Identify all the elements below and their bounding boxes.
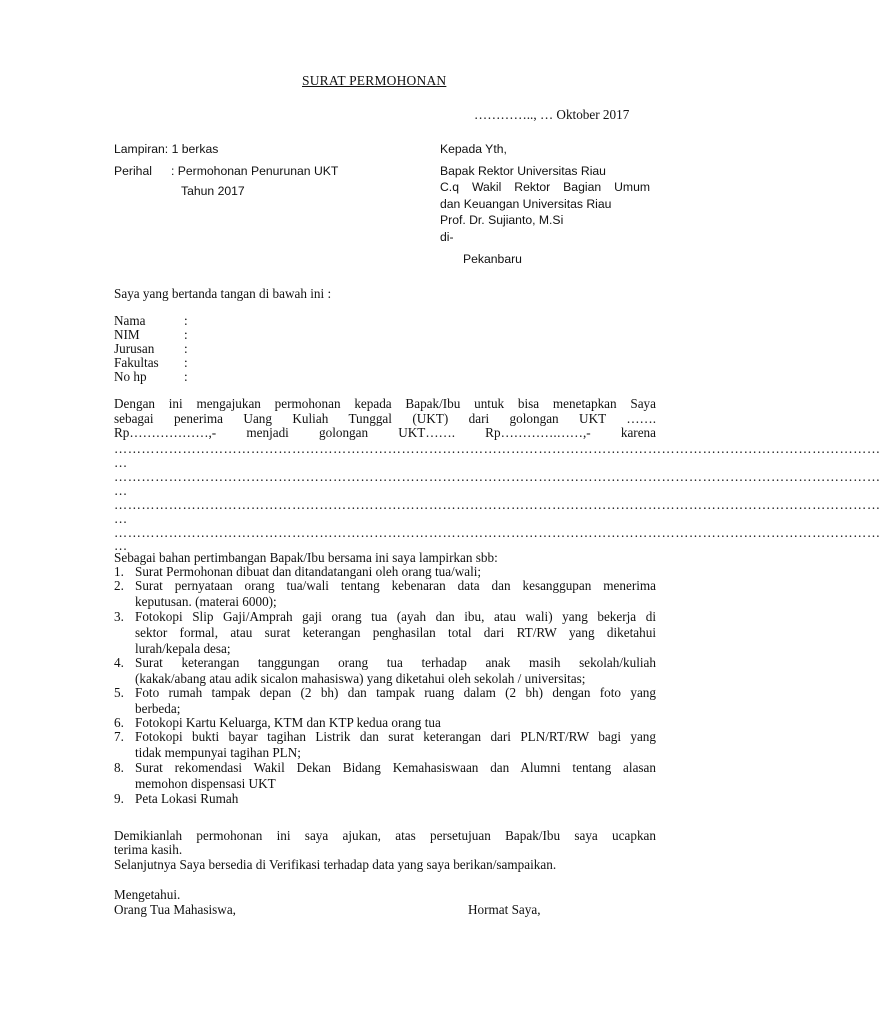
date-line: ………….., … Oktober 2017 xyxy=(474,107,630,122)
item-line: Fotokopi Slip Gaji/Amprah gaji orang tua (ayah dan ibu, atau wali) yang bekerja di xyxy=(135,609,656,624)
item-line: Peta Lokasi Rumah xyxy=(135,791,239,806)
request-line: Dengan ini mengajukan permohonan kepada Bapak/Ibu untuk bisa menetapkan Saya xyxy=(114,396,656,411)
item-line: tidak mempunyai tagihan PLN; xyxy=(135,745,301,760)
reason-dotted-line: …………………………………………………………………………………………………………………………………………………… xyxy=(114,497,881,512)
item-line: Foto rumah tampak depan (2 bh) dan tampak ruang dalam (2 bh) dengan foto yang xyxy=(135,685,656,700)
attachment-item xyxy=(135,760,656,792)
item-line: Surat Permohonan dibuat dan ditandatangani oleh orang tua/wali; xyxy=(135,564,482,579)
item-line: sektor formal, atau surat keterangan penghasilan total dari RT/RW yang diketahui xyxy=(135,625,656,640)
attachment-item xyxy=(135,578,656,610)
item-number: 6. xyxy=(114,715,124,730)
field-colon: : xyxy=(184,369,188,384)
item-line: Surat pernyataan orang tua/wali tentang kebenaran data dan kesanggupan menerima xyxy=(135,578,656,593)
item-line: (kakak/abang atau adik sicalon mahasiswa) yang diketahui oleh sekolah / universitas; xyxy=(135,671,586,686)
field-label-fakultas: Fakultas xyxy=(114,355,159,370)
attachment-item xyxy=(135,685,656,717)
field-label-jurusan: Jurusan xyxy=(114,341,155,356)
item-number: 3. xyxy=(114,609,124,624)
attachment-item xyxy=(135,791,656,807)
letter-title: SURAT PERMOHONAN xyxy=(302,73,447,88)
reason-dotted-line: …………………………………………………………………………………………………………………………………………………… xyxy=(114,525,881,540)
field-colon: : xyxy=(184,341,188,356)
student-signature-label: Hormat Saya, xyxy=(468,902,541,917)
intro-text: Saya yang bertanda tangan di bawah ini : xyxy=(114,286,332,301)
reason-dotted-end: … xyxy=(114,511,128,526)
recipient-line: dan Keuangan Universitas Riau xyxy=(440,197,612,211)
item-line: Surat rekomendasi Wakil Dekan Bidang Kemahasiswaan dan Alumni tentang alasan xyxy=(135,760,656,775)
item-number: 7. xyxy=(114,729,124,744)
request-line: Rp………………,- menjadi golongan UKT……. Rp………….……,- karena xyxy=(114,425,656,440)
item-number: 9. xyxy=(114,791,124,806)
attachment-item xyxy=(135,609,656,657)
reason-dotted-end: … xyxy=(114,455,128,470)
closing-line: terima kasih. xyxy=(114,842,183,857)
attachment-item xyxy=(135,655,656,687)
perihal-value: : Permohonan Penurunan UKT xyxy=(171,164,339,178)
item-number: 4. xyxy=(114,655,124,670)
item-number: 2. xyxy=(114,578,124,593)
request-line: sebagai penerima Uang Kuliah Tunggal (UKT) dari golongan UKT ……. xyxy=(114,411,656,426)
field-colon: : xyxy=(184,313,188,328)
attachment-item xyxy=(135,729,656,761)
item-number: 8. xyxy=(114,760,124,775)
perihal-year: Tahun 2017 xyxy=(181,184,245,198)
recipient-line: C.q Wakil Rektor Bagian Umum xyxy=(440,180,650,194)
recipient-di: di- xyxy=(440,230,454,244)
closing-line: Selanjutnya Saya bersedia di Verifikasi terhadap data yang saya berikan/sampaikan. xyxy=(114,857,557,872)
lampiran: Lampiran: 1 berkas xyxy=(114,142,219,156)
field-label-nohp: No hp xyxy=(114,369,147,384)
item-line: Surat keterangan tanggungan orang tua terhadap anak masih sekolah/kuliah xyxy=(135,655,656,670)
reason-dotted-end: … xyxy=(114,538,128,553)
field-colon: : xyxy=(184,355,188,370)
perihal-label: Perihal xyxy=(114,164,152,178)
attachments-intro: Sebagai bahan pertimbangan Bapak/Ibu bersama ini saya lampirkan sbb: xyxy=(114,550,498,565)
recipient-name: Prof. Dr. Sujianto, M.Si xyxy=(440,213,564,227)
reason-dotted-end: … xyxy=(114,483,128,498)
reason-dotted-line: …………………………………………………………………………………………………………………………………………………… xyxy=(114,441,881,456)
item-number: 5. xyxy=(114,685,124,700)
recipient-line: Bapak Rektor Universitas Riau xyxy=(440,164,606,178)
field-colon: : xyxy=(184,327,188,342)
mengetahui-label: Mengetahui. xyxy=(114,887,181,902)
item-line: lurah/kepala desa; xyxy=(135,641,231,656)
item-line: berbeda; xyxy=(135,701,181,716)
closing-line: Demikianlah permohonan ini saya ajukan, atas persetujuan Bapak/Ibu saya ucapkan xyxy=(114,828,656,843)
item-line: Fotokopi Kartu Keluarga, KTM dan KTP kedua orang tua xyxy=(135,715,441,730)
recipient-greeting: Kepada Yth, xyxy=(440,142,507,156)
item-line: memohon dispensasi UKT xyxy=(135,776,276,791)
item-line: Fotokopi bukti bayar tagihan Listrik dan surat keterangan dari PLN/RT/RW bagi yang xyxy=(135,729,656,744)
reason-dotted-line: …………………………………………………………………………………………………………………………………………………… xyxy=(114,469,881,484)
field-label-nim: NIM xyxy=(114,327,140,342)
item-line: keputusan. (materai 6000); xyxy=(135,594,277,609)
recipient-city: Pekanbaru xyxy=(463,252,522,266)
field-label-nama: Nama xyxy=(114,313,146,328)
parent-signature-label: Orang Tua Mahasiswa, xyxy=(114,902,236,917)
item-number: 1. xyxy=(114,564,124,579)
